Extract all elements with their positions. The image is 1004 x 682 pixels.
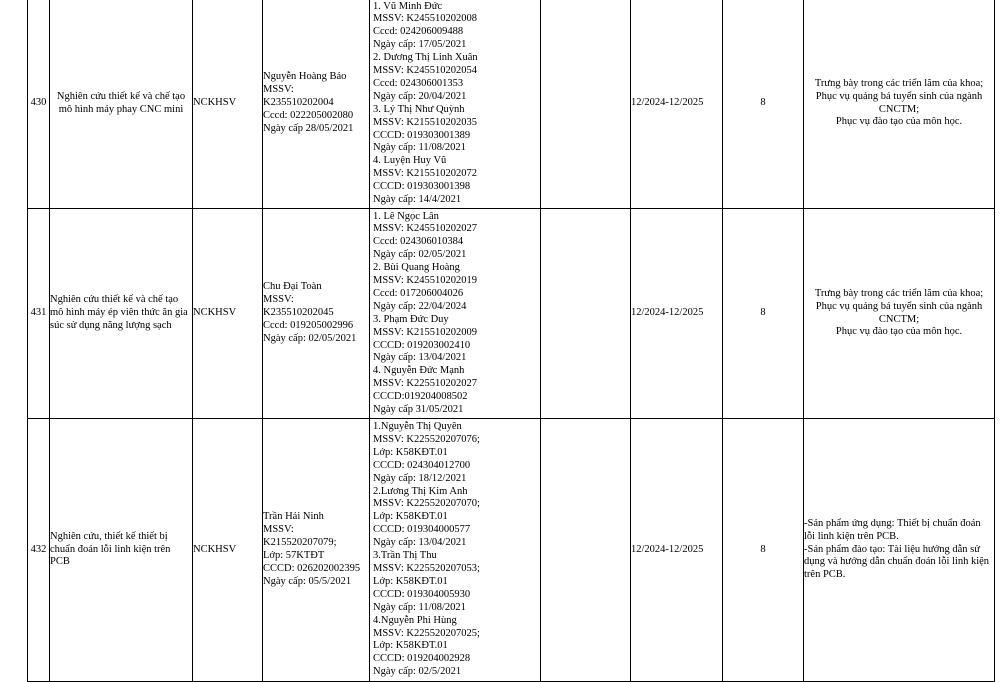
leader-line: Chu Đại Toàn [263, 281, 322, 293]
member-line: Cccd: 024306010384 [373, 236, 464, 248]
period-cell: 12/2024-12/2025 [631, 419, 723, 682]
topic-cell: Nghiên cứu thiết kế và chế tạo mô hình máy ép viên thức ăn gia súc sử dụng năng lượng sạch [50, 209, 193, 419]
row-number: 430 [28, 0, 50, 209]
member-line: Lớp: K58KĐT.01 [373, 511, 448, 523]
leader-cell [263, 209, 370, 419]
leader-line: MSSV: [263, 84, 294, 96]
members-cell [370, 209, 541, 419]
members-cell [370, 0, 541, 209]
count-cell: 8 [723, 419, 804, 682]
type-cell: NCKHSV [193, 0, 263, 209]
member-line: CCCD: 019304005930 [373, 588, 471, 600]
member-line: Cccd: 024206009488 [373, 26, 464, 38]
leader-line: Nguyễn Hoàng Bảo [263, 71, 347, 83]
period-cell: 12/2024-12/2025 [631, 209, 723, 419]
table-row [28, 209, 995, 419]
table-row [28, 419, 995, 682]
count-cell: 8 [723, 0, 804, 209]
member-line: MSSV: K245510202019 [373, 274, 477, 286]
register-table [27, 0, 995, 682]
purpose-line: Trưng bày trong các triển lãm của khoa; [814, 287, 984, 299]
topic-cell: Nghiên cứu thiết kế và chế tạo mô hình máy phay CNC mini [50, 0, 193, 209]
member-line: MSSV: K225520207025; [373, 627, 480, 639]
table-row [28, 0, 995, 209]
member-line: 1.Nguyễn Thị Quyên [373, 420, 462, 432]
leader-line: K235510202045 [263, 307, 334, 319]
leader-line: K235510202004 [263, 97, 334, 109]
member-line: 3. Phạm Đức Duy [373, 313, 449, 325]
member-line: Ngày cấp: 20/04/2021 [373, 90, 467, 102]
member-line: Ngày cấp: 13/04/2021 [373, 537, 467, 549]
member-line: Ngày cấp: 14/4/2021 [373, 193, 462, 205]
leader-cell [263, 419, 370, 682]
leader-line: Ngày cấp: 02/05/2021 [263, 332, 357, 344]
topic-cell: Nghiên cứu, thiết kế thiết bị chuẩn đoán lỗi linh kiện trên PCB [50, 419, 193, 682]
purpose-cell [804, 419, 995, 682]
member-line: 2. Dương Thị Linh Xuân [373, 51, 478, 63]
member-line: Ngày cấp: 02/05/2021 [373, 248, 467, 260]
blank-cell [541, 209, 631, 419]
leader-line: Cccd: 022205002080 [263, 109, 354, 121]
purpose-cell [804, 0, 995, 209]
member-line: MSSV: K225520207053; [373, 562, 480, 574]
leader-line: MSSV: [263, 524, 294, 536]
member-line: MSSV: K215510202009 [373, 326, 477, 338]
member-line: 3. Lý Thị Như Quỳnh [373, 103, 465, 115]
purpose-line: -Sản phẩm ứng dụng: Thiết bị chuẩn đoán lỗi linh kiện trên PCB. [804, 517, 981, 542]
member-line: MSSV: K245510202027 [373, 223, 477, 235]
row-number: 431 [28, 209, 50, 419]
member-line: Ngày cấp: 11/08/2021 [373, 142, 466, 154]
purpose-line: Trưng bày trong các triển lãm của khoa; [814, 77, 984, 89]
member-line: MSSV: K215510202035 [373, 116, 477, 128]
purpose-cell [804, 209, 995, 419]
leader-line: Cccd: 019205002996 [263, 319, 354, 331]
type-cell: NCKHSV [193, 419, 263, 682]
leader-line: CCCD: 026202002395 [263, 562, 361, 574]
purpose-line: Phục vụ đào tạo của môn học. [835, 326, 963, 338]
leader-line: Trần Hải Ninh [263, 511, 324, 523]
member-line: Ngày cấp: 13/04/2021 [373, 352, 467, 364]
member-line: Ngày cấp: 11/08/2021 [373, 601, 466, 613]
member-line: 4. Nguyễn Đức Mạnh [373, 365, 465, 377]
member-line: Ngày cấp: 17/05/2021 [373, 38, 467, 50]
member-line: 4.Nguyễn Phi Hùng [373, 614, 457, 626]
leader-line: Ngày cấp 28/05/2021 [263, 122, 354, 134]
member-line: CCCD: 019203002410 [373, 339, 471, 351]
member-line: CCCD:019204008502 [373, 390, 468, 402]
member-line: CCCD: 019304000577 [373, 524, 471, 536]
member-line: MSSV: K225520207076; [373, 433, 480, 445]
purpose-line: Phục vụ quảng bá tuyển sinh của ngành CNCTM; [815, 300, 983, 325]
member-line: Ngày cấp: 22/04/2024 [373, 300, 467, 312]
member-line: CCCD: 019204002928 [373, 653, 471, 665]
member-line: Cccd: 024306001353 [373, 77, 464, 89]
purpose-line: Phục vụ quảng bá tuyển sinh của ngành CNCTM; [815, 90, 983, 115]
count-cell: 8 [723, 209, 804, 419]
member-line: Lớp: K58KĐT.01 [373, 640, 448, 652]
member-line: Cccd: 017206004026 [373, 287, 464, 299]
member-line: 4. Luyện Huy Vũ [373, 155, 447, 167]
blank-cell [541, 0, 631, 209]
member-line: 2. Bùi Quang Hoàng [373, 261, 460, 273]
period-cell: 12/2024-12/2025 [631, 0, 723, 209]
members-cell [370, 419, 541, 682]
member-line: Lớp: K58KĐT.01 [373, 575, 448, 587]
leader-line: Ngày cấp: 05/5/2021 [263, 575, 352, 587]
member-line: MSSV: K245510202008 [373, 13, 477, 25]
member-line: MSSV: K225520207070; [373, 498, 480, 510]
member-line: Ngày cấp: 18/12/2021 [373, 472, 467, 484]
purpose-line: -Sản phẩm đào tạo: Tài liệu hướng dẫn sử dụng và hướng dẫn chuẩn đoán lỗi linh kiện trên PCB. [804, 543, 990, 581]
member-line: Ngày cấp 31/05/2021 [373, 403, 464, 415]
member-line: 1. Vũ Minh Đức [373, 0, 443, 12]
member-line: 3.Trần Thị Thu [373, 550, 437, 561]
leader-line: K215520207079; [263, 537, 337, 549]
member-line: Ngày cấp: 02/5/2021 [373, 666, 462, 678]
member-line: CCCD: 024304012700 [373, 459, 471, 471]
blank-cell [541, 419, 631, 682]
purpose-line: Phục vụ đào tạo của môn học. [835, 116, 963, 128]
leader-cell [263, 0, 370, 209]
member-line: CCCD: 019303001389 [373, 129, 471, 141]
type-cell: NCKHSV [193, 209, 263, 419]
member-line: 2.Lương Thị Kim Anh [373, 485, 468, 497]
leader-line: Lớp: 57KTĐT [263, 550, 325, 561]
member-line: MSSV: K215510202072 [373, 168, 477, 180]
leader-line: MSSV: [263, 294, 294, 306]
member-line: 1. Lê Ngọc Lân [373, 210, 439, 222]
member-line: MSSV: K225510202027 [373, 378, 477, 390]
member-line: Lớp: K58KĐT.01 [373, 446, 448, 458]
member-line: MSSV: K245510202054 [373, 64, 477, 76]
member-line: CCCD: 019303001398 [373, 180, 471, 192]
row-number: 432 [28, 419, 50, 682]
